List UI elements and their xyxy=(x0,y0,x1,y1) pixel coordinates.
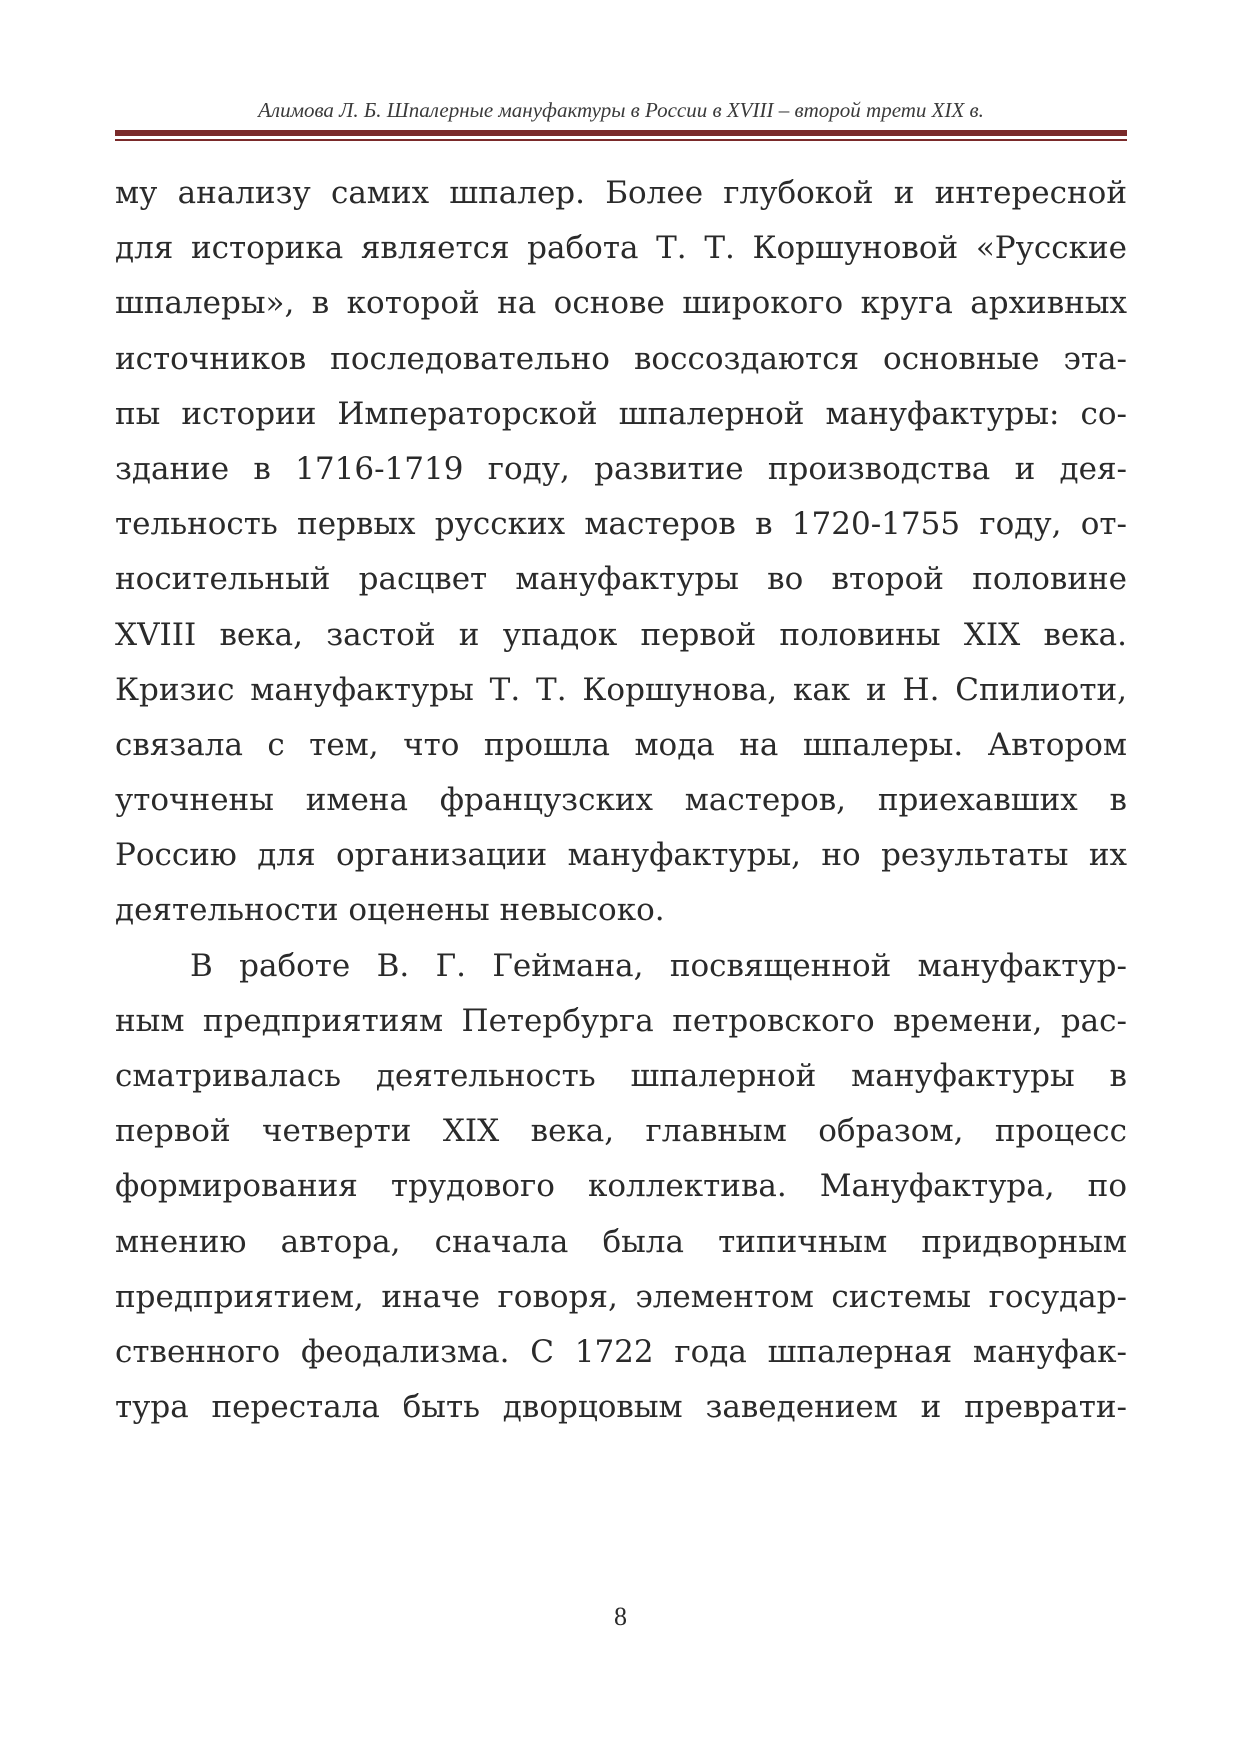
text-line: связала с тем, что прошла мода на шпалеры. Автором xyxy=(115,726,1127,763)
text-line: Россию для организации мануфактуры, но результаты их xyxy=(115,837,1127,874)
page-number: 8 xyxy=(614,1602,627,1631)
text-line: источников последовательно воссоздаются основные эта- xyxy=(115,340,1127,377)
text-line: формирования трудового коллектива. Мануфактура, по xyxy=(115,1168,1127,1205)
text-line: пы истории Императорской шпалерной мануфактуры: со- xyxy=(115,395,1127,432)
text-line: тельность первых русских мастеров в 1720-1755 году, от- xyxy=(115,506,1127,543)
text-line: ственного феодализма. С 1722 года шпалерная мануфак- xyxy=(115,1333,1127,1370)
text-line: сматривалась деятельность шпалерной мануфактуры в xyxy=(115,1058,1127,1094)
running-header: Алимова Л. Б. Шпалерные мануфактуры в России в XVIII – второй трети XIX в. xyxy=(258,98,984,122)
text-line: XVIII века, застой и упадок первой половины XIX века. xyxy=(115,616,1127,653)
text-line: первой четверти XIX века, главным образом, процесс xyxy=(115,1113,1127,1150)
text-line: мнению автора, сначала была типичным придворным xyxy=(115,1223,1127,1260)
text-line: тура перестала быть дворцовым заведением и преврати- xyxy=(115,1389,1127,1426)
text-line: Кризис мануфактуры Т. Т. Коршунова, как и Н. Спилиоти, xyxy=(115,671,1127,708)
body-text xyxy=(115,166,1127,1435)
text-line: шпалеры», в которой на основе широкого круга архивных xyxy=(115,285,1127,322)
header-rule-thick xyxy=(115,130,1127,136)
text-line: здание в 1716-1719 году, развитие производства и дея- xyxy=(115,450,1127,487)
text-line: предприятием, иначе говоря, элементом системы государ- xyxy=(115,1278,1127,1315)
text-line: ным предприятиям Петербурга петровского времени, рас- xyxy=(115,1002,1127,1039)
text-line-paragraph-start: В работе В. Г. Геймана, посвященной мануфактур- xyxy=(190,947,1127,984)
header-rule-thin xyxy=(115,139,1127,141)
text-line: носительный расцвет мануфактуры во второй половине xyxy=(115,561,1127,598)
text-line-paragraph-end: деятельности оценены невысоко. xyxy=(115,892,665,929)
text-line: уточнены имена французских мастеров, приехавших в xyxy=(115,782,1127,819)
text-line: му анализу самих шпалер. Более глубокой и интересной xyxy=(115,175,1127,211)
text-line: для историка является работа Т. Т. Коршуновой «Русские xyxy=(115,230,1127,267)
